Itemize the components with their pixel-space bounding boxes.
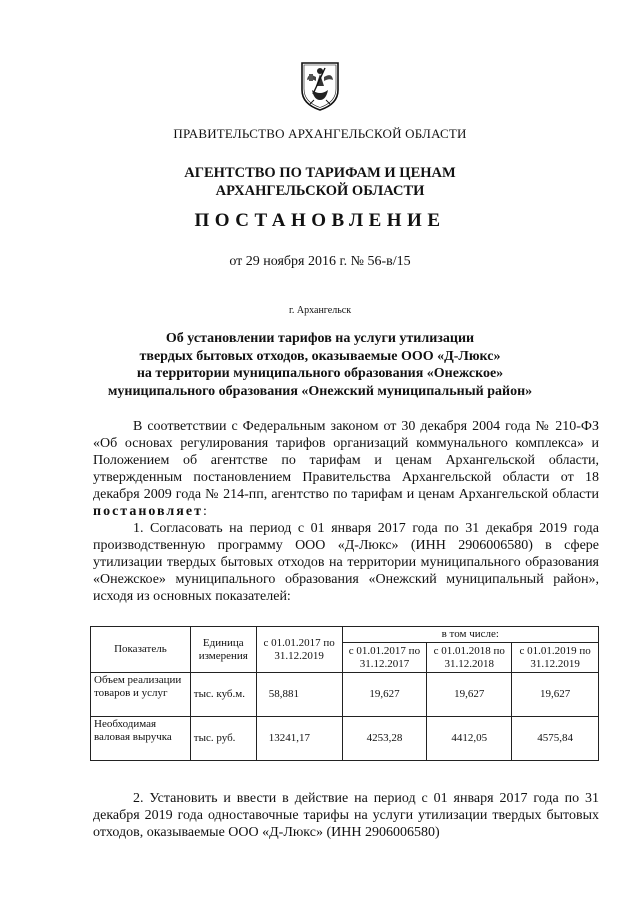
agency-name-line: АГЕНТСТВО ПО ТАРИФАМ И ЦЕНАМ — [184, 165, 456, 181]
point-1-paragraph: 1. Согласовать на период с 01 января 2017 года по 31 декабря 2019 года производственную программу ООО «Д-Люкс» (ИНН 2906006580) в сфере утилизации твердых бытовых отходов на территории муниципального образования «Онежское» муниципального образования «Онежский муниципальный район», исходя из основных показателей: — [93, 521, 599, 604]
col-header-period-2018: с 01.01.2018 по 31.12.2018 — [427, 643, 512, 673]
document-date-number: от 29 ноября 2016 г. № 56-в/15 — [229, 254, 411, 269]
document-type-heading: ПОСТАНОВЛЕНИЕ — [194, 210, 446, 231]
col-header-including: в том числе: — [342, 627, 598, 643]
col-header-period-2017: с 01.01.2017 по 31.12.2017 — [342, 643, 427, 673]
cell-indicator: Необходимая валовая выручка — [91, 717, 191, 761]
point-2-paragraph: 2. Установить и ввести в действие на период с 01 января 2017 года по 31 декабря 2019 года одноставочные тарифы на услуги утилизации твердых бытовых отходов, оказываемые ООО «Д-Люкс» (ИНН 2906006580) — [93, 791, 599, 840]
table-row — [91, 673, 599, 717]
intro-paragraph: В соответствии с Федеральным законом от 30 декабря 2004 года № 210-ФЗ «Об основах регулирования тарифов организаций коммунального комплекса» и Положением об агентстве по тарифам и ценам Архангельской области, утвержденным постановлением Правительства Архангельской области от 18 декабря 2009 года № 214-пп, агентство по тарифам и ценам Архангельской области постановляет: — [93, 419, 599, 519]
agency-name — [0, 164, 640, 200]
col-header-period-2019: с 01.01.2019 по 31.12.2019 — [512, 643, 599, 673]
cell-2018: 4412,05 — [427, 717, 512, 761]
col-header-unit: Единица измерения — [190, 627, 256, 673]
document-body — [93, 418, 599, 605]
cell-unit: тыс. куб.м. — [190, 673, 256, 717]
document-body-continued — [93, 790, 599, 841]
cell-2019: 4575,84 — [512, 717, 599, 761]
document-title — [0, 330, 640, 400]
cell-total: 58,881 — [256, 673, 342, 717]
cell-total: 13241,17 — [256, 717, 342, 761]
cell-indicator: Объем реализации товаров и услуг — [91, 673, 191, 717]
cell-2017: 19,627 — [342, 673, 427, 717]
title-line: на территории муниципального образования «Онежское» — [136, 366, 504, 381]
indicators-table — [90, 626, 599, 761]
cell-2019: 19,627 — [512, 673, 599, 717]
cell-unit: тыс. руб. — [190, 717, 256, 761]
cell-2017: 4253,28 — [342, 717, 427, 761]
coat-of-arms-icon — [298, 60, 342, 112]
document-city: г. Архангельск — [288, 305, 352, 316]
col-header-total: с 01.01.2017 по 31.12.2019 — [256, 627, 342, 673]
resolves-word: постановляет — [93, 504, 203, 519]
title-line: муниципального образования «Онежский муниципальный район» — [107, 383, 533, 399]
agency-name-line: АРХАНГЕЛЬСКОЙ ОБЛАСТИ — [215, 183, 425, 199]
col-header-indicator: Показатель — [91, 627, 191, 673]
title-line: твердых бытовых отходов, оказываемые ООО «Д-Люкс» — [139, 348, 501, 364]
title-line: Об установлении тарифов на услуги утилизации — [165, 331, 475, 346]
government-name: ПРАВИТЕЛЬСТВО АРХАНГЕЛЬСКОЙ ОБЛАСТИ — [173, 126, 467, 141]
coat-of-arms-emblem — [298, 60, 342, 112]
cell-2018: 19,627 — [427, 673, 512, 717]
table-row — [91, 717, 599, 761]
intro-text: В соответствии с Федеральным законом от 30 декабря 2004 года № 210-ФЗ «Об основах регулирования тарифов организаций коммунального комплекса» и Положением об агентстве по тарифам и ценам Архангельской области, утвержденным постановлением Правительства Архангельской области от 18 декабря 2009 года № 214-пп, агентство по тарифам и ценам Архангельской области — [93, 419, 599, 502]
